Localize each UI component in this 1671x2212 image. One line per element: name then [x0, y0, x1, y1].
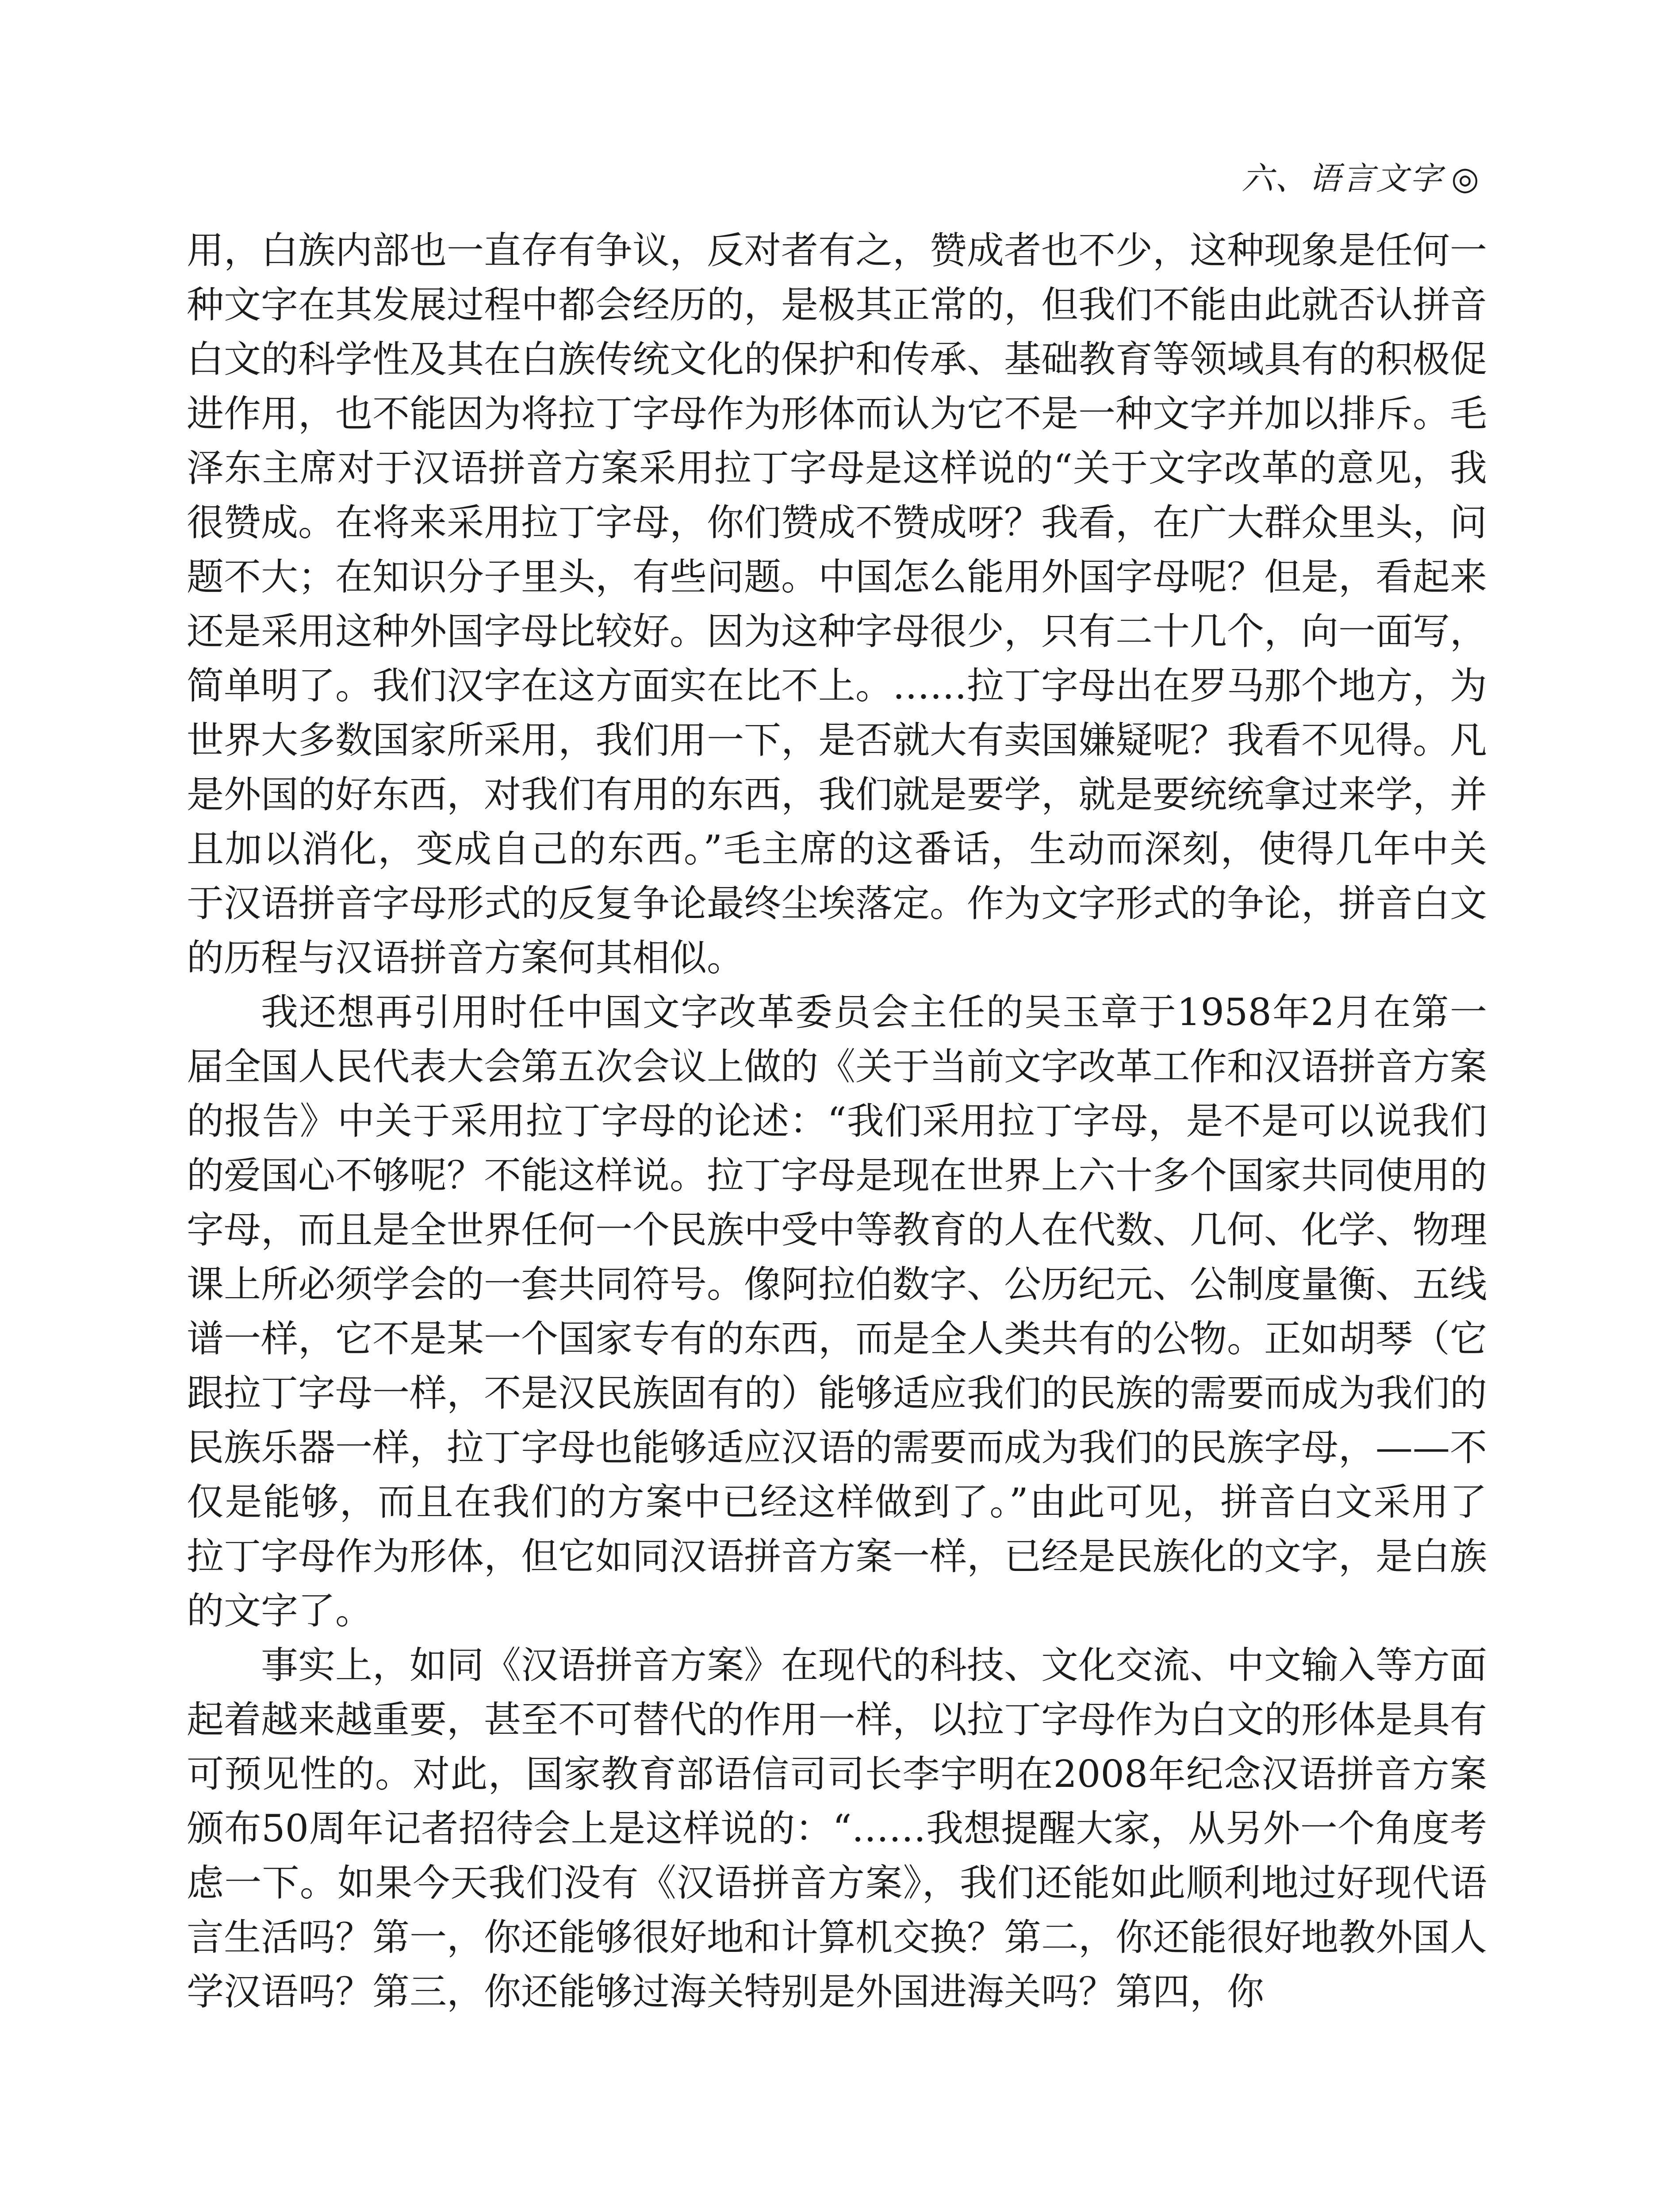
paragraph-continuation: 用，白族内部也一直存有争议，反对者有之，赞成者也不少，这种现象是任何一种文字在其发展过程中都会经历的，是极其正常的，但我们不能由此就否认拼音白文的科学性及其在白族传统文化的保护和传承、基础教育等领域具有的积极促进作用，也不能因为将拉丁字母作为形体而认为它不是一种文字并加以排斥。毛泽东主席对于汉语拼音方案采用拉丁字母是这样说的“关于文字改革的意见，我很赞成。在将来采用拉丁字母，你们赞成不赞成呀？我看，在广大群众里头，问题不大；在知识分子里头，有些问题。中国怎么能用外国字母呢？但是，看起来还是采用这种外国字母比较好。因为这种字母很少，只有二十几个，向一面写，简单明了。我们汉字在这方面实在比不上。……拉丁字母出在罗马那个地方，为世界大多数国家所采用，我们用一下，是否就大有卖国嫌疑呢？我看不见得。凡是外国的好东西，对我们有用的东西，我们就是要学，就是要统统拿过来学，并且加以消化，变成自己的东西。”毛主席的这番话，生动而深刻，使得几年中关于汉语拼音字母形式的反复争论最终尘埃落定。作为文字形式的争论，拼音白文的历程与汉语拼音方案何其相似。: [187, 229, 1487, 979]
double-circle-icon: ◎: [1451, 160, 1481, 197]
running-head: [1242, 153, 1481, 199]
section-title: 六、语言文字: [1242, 160, 1444, 197]
paragraph: 事实上，如同《汉语拼音方案》在现代的科技、文化交流、中文输入等方面起着越来越重要，甚至不可替代的作用一样，以拉丁字母作为白文的形体是具有可预见性的。对此，国家教育部语信司司长李宇明在2008年纪念汉语拼音方案颁布50周年记者招待会上是这样说的：“……我想提醒大家，从另外一个角度考虑一下。如果今天我们没有《汉语拼音方案》，我们还能如此顺利地过好现代语言生活吗？第一，你还能够很好地和计算机交换？第二，你还能很好地教外国人学汉语吗？第三，你还能够过海关特别是外国进海关吗？第四，你: [187, 1644, 1487, 2013]
paragraph: 我还想再引用时任中国文字改革委员会主任的吴玉章于1958年2月在第一届全国人民代表大会第五次会议上做的《关于当前文字改革工作和汉语拼音方案的报告》中关于采用拉丁字母的论述：“我们采用拉丁字母，是不是可以说我们的爱国心不够呢？不能这样说。拉丁字母是现在世界上六十多个国家共同使用的字母，而且是全世界任何一个民族中受中等教育的人在代数、几何、化学、物理课上所必须学会的一套共同符号。像阿拉伯数字、公历纪元、公制度量衡、五线谱一样，它不是某一个国家专有的东西，而是全人类共有的公物。正如胡琴（它跟拉丁字母一样，不是汉民族固有的）能够适应我们的民族的需要而成为我们的民族乐器一样，拉丁字母也能够适应汉语的需要而成为我们的民族字母，——不仅是能够，而且在我们的方案中已经这样做到了。”由此可见，拼音白文采用了拉丁字母作为形体，但它如同汉语拼音方案一样，已经是民族化的文字，是白族的文字了。: [187, 991, 1487, 1632]
body-text: [187, 223, 1487, 2019]
